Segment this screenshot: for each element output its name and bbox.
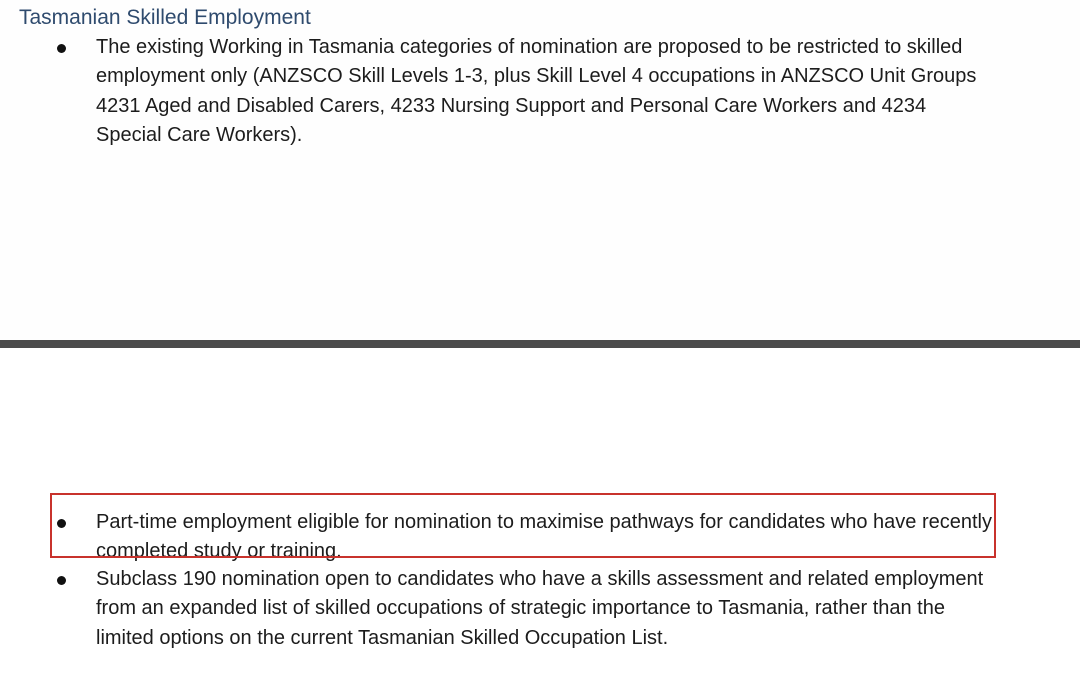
bullet-text: Part-time employment eligible for nomination to maximise pathways for candidates who have recently completed study or training. bbox=[96, 511, 992, 561]
bullet-text: Subclass 190 nomination open to candidates who have a skills assessment and related employment from an expanded list of skilled occupations of strategic importance to Tasmania, rather than the limited options on the current Tasmanian Skilled Occupation List. bbox=[96, 568, 984, 649]
bullet-icon bbox=[57, 576, 66, 585]
bullet-icon bbox=[57, 44, 66, 53]
bullet-text: The existing Working in Tasmania categories of nomination are proposed to be restricted to skilled employment only (ANZSCO Skill Levels 1-3, plus Skill Level 4 occupations in ANZSCO Unit Groups 4231 Aged and Disabled Carers, 4233 Nursing Support and Personal Care Workers and 4234 Special Care Workers). bbox=[96, 36, 977, 146]
highlight-box bbox=[50, 493, 996, 558]
document-panel-bottom bbox=[0, 348, 1080, 675]
page-divider bbox=[0, 340, 1080, 348]
section-heading: Tasmanian Skilled Employment bbox=[19, 6, 311, 29]
